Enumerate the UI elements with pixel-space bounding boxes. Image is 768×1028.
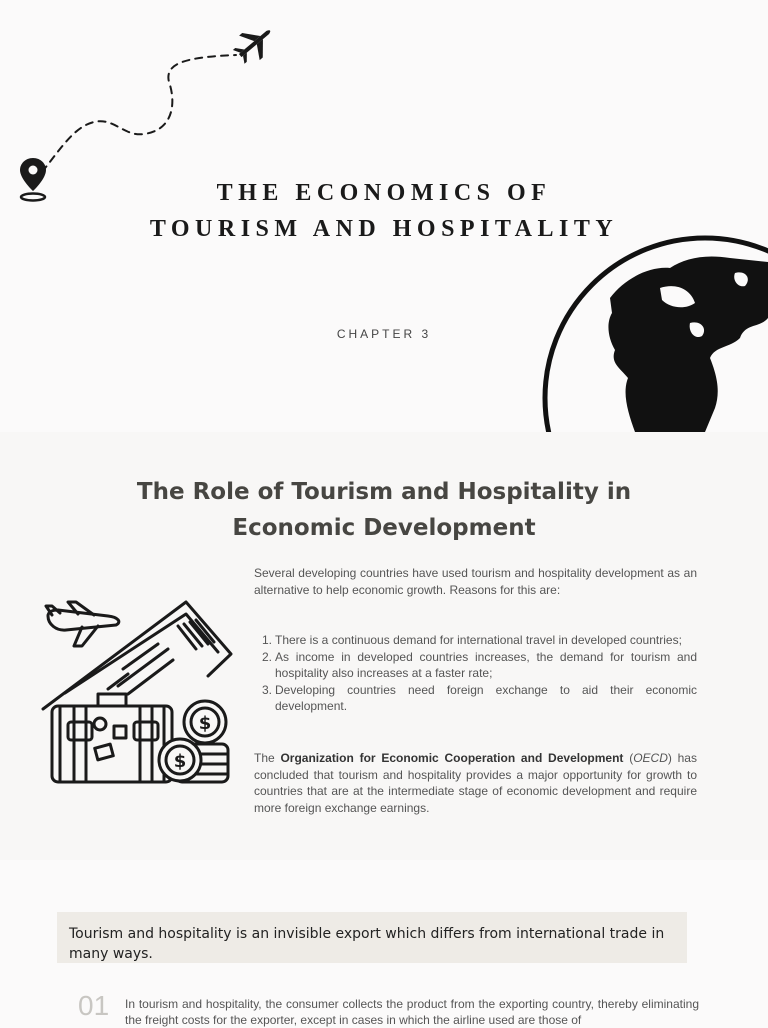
section-heading-line-1: The Role of Tourism and Hospitality in bbox=[136, 479, 632, 505]
suitcase-ticket-icon bbox=[38, 594, 238, 789]
oecd-rest: ) has concluded that tourism and hospitality provides a major opportunity for growth to countries that are at the intermediate stage of economic development and require more foreign exchange earnings. bbox=[254, 751, 697, 815]
oecd-prefix: The bbox=[254, 751, 281, 765]
list-item-number: 3. bbox=[262, 682, 273, 697]
svg-text:$: $ bbox=[173, 751, 187, 772]
callout-text: Tourism and hospitality is an invisible export which differs from international trade in many ways. bbox=[69, 926, 665, 962]
oecd-full-name: Organization for Economic Cooperation and Development bbox=[280, 751, 624, 765]
svg-text:$: $ bbox=[198, 713, 212, 734]
oecd-paragraph bbox=[254, 750, 697, 816]
list-item-number: 2. bbox=[262, 649, 273, 664]
list-item-text: Developing countries need foreign exchange to aid their economic development. bbox=[275, 682, 697, 713]
list-item-text: As income in developed countries increases, the demand for tourism and hospitality also increases at a faster rate; bbox=[275, 649, 697, 680]
section-heading-line-2: Economic Development bbox=[232, 515, 536, 541]
cover-title-line-2: TOURISM AND HOSPITALITY bbox=[149, 216, 619, 242]
list-item bbox=[254, 649, 697, 682]
invisible-export-callout bbox=[57, 912, 687, 963]
globe-icon bbox=[540, 228, 768, 432]
plane-icon bbox=[228, 22, 280, 69]
oecd-paren-open: ( bbox=[623, 751, 634, 765]
list-item bbox=[254, 632, 697, 649]
plane-icon bbox=[46, 602, 119, 646]
intro-paragraph: Several developing countries have used tourism and hospitality development as an alternative to help economic growth. Reasons for this are: bbox=[254, 566, 697, 597]
list-item bbox=[254, 682, 697, 715]
cover-title-line-1: THE ECONOMICS OF bbox=[216, 180, 552, 206]
cover-slide bbox=[0, 0, 768, 432]
reasons-list bbox=[254, 632, 697, 715]
chapter-label: CHAPTER 3 bbox=[336, 327, 432, 341]
section-heading bbox=[84, 474, 684, 546]
oecd-abbreviation: OECD bbox=[633, 751, 668, 765]
list-item-text: There is a continuous demand for international travel in developed countries; bbox=[275, 633, 682, 647]
item-number: 01 bbox=[78, 990, 110, 1021]
item-text: In tourism and hospitality, the consumer collects the product from the exporting country, thereby eliminating the freight costs for the exporter, except in cases in which the airline used are those of bbox=[125, 997, 699, 1027]
list-item-number: 1. bbox=[262, 633, 273, 647]
dollar-coin-icon bbox=[159, 701, 228, 782]
